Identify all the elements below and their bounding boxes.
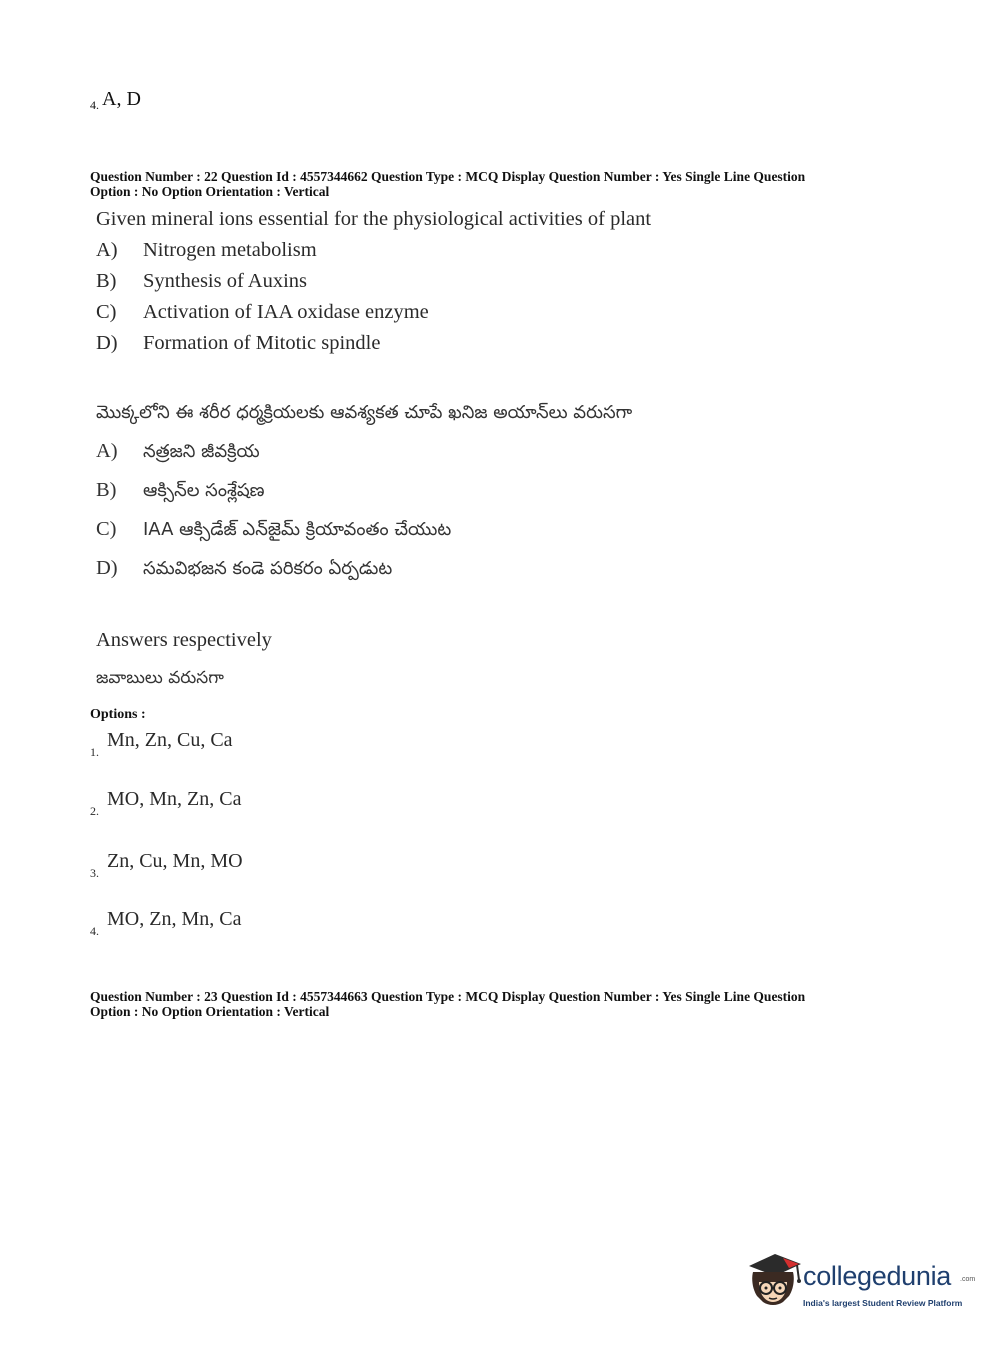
choice-number: 1. bbox=[90, 745, 99, 759]
statement-letter: D) bbox=[96, 332, 118, 354]
answers-respectively-te: జవాబులు వరుసగా bbox=[96, 668, 224, 688]
question-23-meta bbox=[90, 989, 920, 1019]
statement-a-en bbox=[96, 239, 317, 262]
statement-text: Nitrogen metabolism bbox=[143, 239, 317, 261]
statement-c-te bbox=[96, 518, 451, 544]
statement-letter: A) bbox=[96, 440, 118, 462]
question-22-stem-te: మొక్కలోని ఈ శరీర ధర్మక్రియలకు ఆవశ్యకత చూపే ఖనిజ అయాన్‌లు వరుసగా bbox=[96, 402, 633, 423]
choice-number: 2. bbox=[90, 804, 99, 818]
statement-text: Activation of IAA oxidase enzyme bbox=[143, 301, 429, 323]
previous-option-4 bbox=[90, 88, 141, 113]
statement-letter: B) bbox=[96, 270, 117, 292]
statement-text: Formation of Mitotic spindle bbox=[143, 332, 381, 354]
meta-line-1: Question Number : 23 Question Id : 4557344663 Question Type : MCQ Display Question Number : Yes Single Line Question bbox=[90, 989, 806, 1004]
choice-text: Zn, Cu, Mn, MO bbox=[107, 850, 243, 872]
options-label: Options : bbox=[90, 707, 146, 722]
statement-b-en bbox=[96, 270, 307, 293]
statement-letter: C) bbox=[96, 518, 117, 540]
option-text: A, D bbox=[102, 88, 141, 110]
choice-4[interactable] bbox=[90, 908, 241, 939]
meta-line-2: Option : No Option Orientation : Vertical bbox=[90, 1004, 330, 1019]
statement-text: నత్రజని జీవక్రియ bbox=[143, 441, 260, 462]
statement-d-te bbox=[96, 557, 392, 583]
statement-text: సమవిభజన కండె పరికరం ఏర్పడుట bbox=[143, 558, 393, 579]
collegedunia-mascot-icon bbox=[743, 1250, 805, 1312]
statement-letter: B) bbox=[96, 479, 117, 501]
statement-letter: C) bbox=[96, 301, 117, 323]
choice-2[interactable] bbox=[90, 788, 241, 819]
collegedunia-tagline: India's largest Student Review Platform bbox=[803, 1298, 963, 1308]
choice-number: 3. bbox=[90, 866, 99, 880]
choice-text: MO, Mn, Zn, Ca bbox=[107, 788, 242, 810]
choice-text: MO, Zn, Mn, Ca bbox=[107, 908, 242, 930]
statement-d-en bbox=[96, 332, 380, 355]
statement-text: ఆక్సిన్‌ల సంశ్లేషణ bbox=[143, 480, 265, 501]
question-22-stem-en: Given mineral ions essential for the physiological activities of plant bbox=[96, 208, 652, 230]
answers-respectively-en: Answers respectively bbox=[96, 629, 272, 651]
statement-letter: D) bbox=[96, 557, 118, 579]
statement-letter: A) bbox=[96, 239, 118, 261]
choice-text: Mn, Zn, Cu, Ca bbox=[107, 729, 233, 751]
statement-text: Synthesis of Auxins bbox=[143, 270, 308, 292]
meta-line-1: Question Number : 22 Question Id : 4557344662 Question Type : MCQ Display Question Number : Yes Single Line Question bbox=[90, 169, 806, 184]
option-number: 4. bbox=[90, 98, 99, 112]
collegedunia-suffix: .com bbox=[960, 1276, 976, 1283]
statement-c-en bbox=[96, 301, 429, 324]
statement-b-te bbox=[96, 479, 265, 505]
statement-text: IAA ఆక్సిడేజ్ ఎన్‌జైమ్ క్రియావంతం చేయుట bbox=[143, 519, 452, 540]
statement-a-te bbox=[96, 440, 260, 466]
choice-3[interactable] bbox=[90, 850, 243, 881]
question-22-meta bbox=[90, 169, 920, 199]
collegedunia-brand: collegedunia bbox=[803, 1261, 952, 1291]
choice-1[interactable] bbox=[90, 729, 233, 760]
meta-line-2: Option : No Option Orientation : Vertical bbox=[90, 184, 330, 199]
choice-number: 4. bbox=[90, 924, 99, 938]
